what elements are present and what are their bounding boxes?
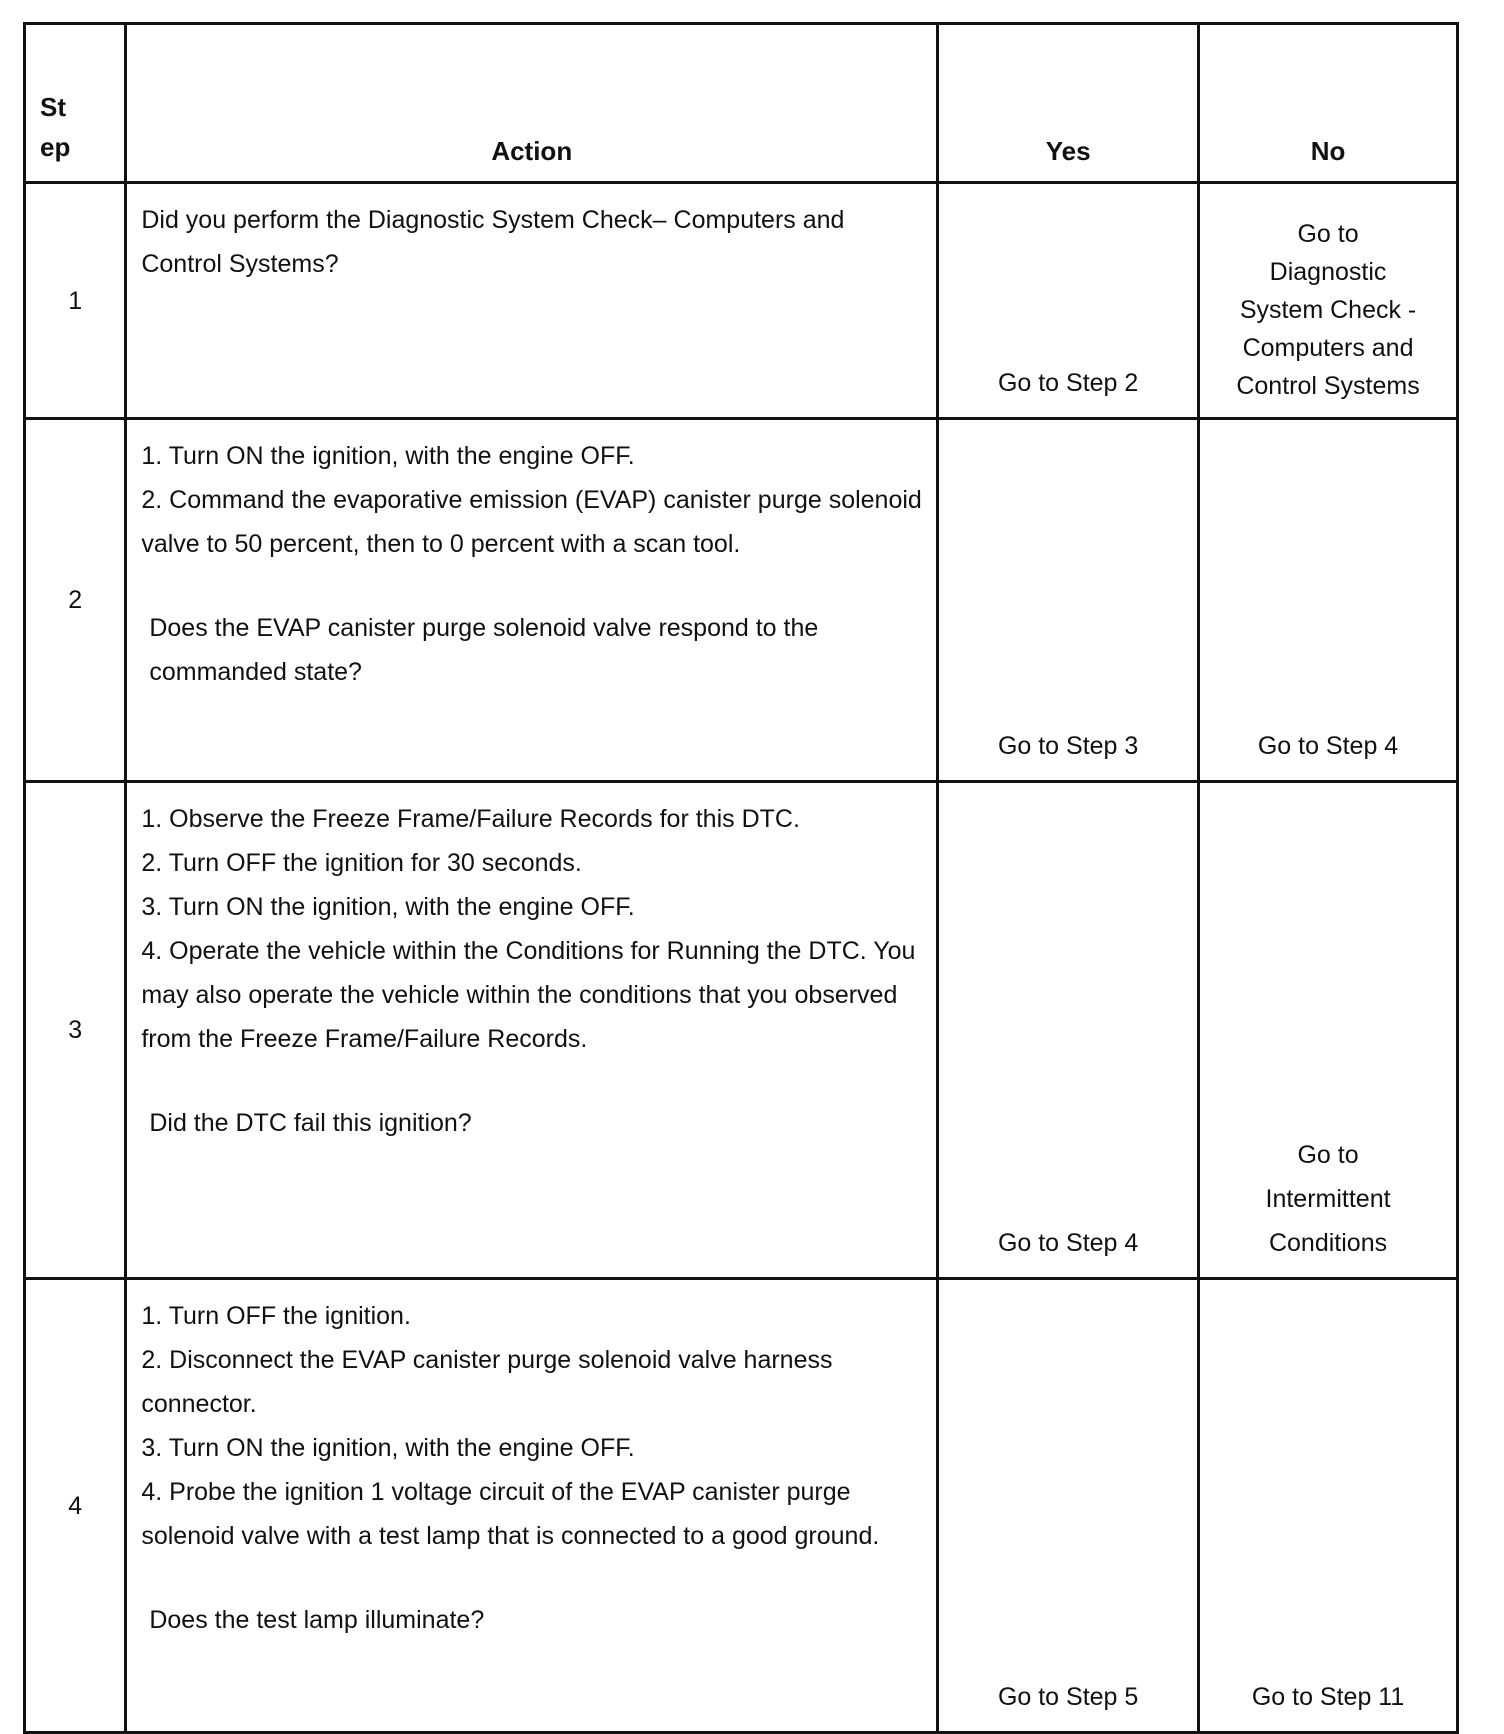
no-line: Go to xyxy=(1297,220,1359,248)
action-line: 2. Disconnect the EVAP canister purge solenoid valve harness connector. xyxy=(141,1346,833,1418)
step-number: 2 xyxy=(25,419,126,782)
action-line: 2. Command the evaporative emission (EVAP) canister purge solenoid valve to 50 percent, then to 0 percent with a scan tool. xyxy=(141,486,922,558)
action-cell xyxy=(126,782,938,1279)
no-line: Control Systems xyxy=(1236,372,1420,400)
no-line: System Check - xyxy=(1239,296,1417,324)
no-line: Go to Step 4 xyxy=(1257,732,1399,760)
no-line: Computers and xyxy=(1242,334,1414,362)
no-cell xyxy=(1199,183,1458,419)
yes-cell: Go to Step 4 xyxy=(938,782,1199,1279)
action-line: 1. Observe the Freeze Frame/Failure Records for this DTC. xyxy=(141,805,800,833)
header-no: No xyxy=(1199,24,1458,183)
header-step xyxy=(25,24,126,183)
action-cell xyxy=(126,419,938,782)
diagnostic-table xyxy=(23,22,1459,1734)
action-cell xyxy=(126,183,938,419)
header-action: Action xyxy=(126,24,938,183)
table-row xyxy=(25,419,1458,782)
no-line: Go to Step 11 xyxy=(1251,1683,1405,1711)
header-yes: Yes xyxy=(938,24,1199,183)
no-cell xyxy=(1199,782,1458,1279)
action-line: 3. Turn ON the ignition, with the engine OFF. xyxy=(141,893,635,921)
header-step-line2: ep xyxy=(40,132,71,162)
yes-cell: Go to Step 5 xyxy=(938,1279,1199,1733)
no-line: Intermittent xyxy=(1265,1185,1391,1213)
action-question: Did the DTC fail this ignition? xyxy=(149,1109,472,1137)
yes-cell: Go to Step 3 xyxy=(938,419,1199,782)
table-row xyxy=(25,782,1458,1279)
action-cell xyxy=(126,1279,938,1733)
yes-cell: Go to Step 2 xyxy=(938,183,1199,419)
step-number: 4 xyxy=(25,1279,126,1733)
no-line: Conditions xyxy=(1268,1229,1388,1257)
action-line: 4. Probe the ignition 1 voltage circuit of the EVAP canister purge solenoid valve with a test lamp that is connected to a good ground. xyxy=(141,1478,880,1550)
step-number: 3 xyxy=(25,782,126,1279)
table-row xyxy=(25,183,1458,419)
action-line: 2. Turn OFF the ignition for 30 seconds. xyxy=(141,849,582,877)
header-row xyxy=(25,24,1458,183)
step-number: 1 xyxy=(25,183,126,419)
action-question: Does the EVAP canister purge solenoid valve respond to the commanded state? xyxy=(149,614,819,686)
action-line: 3. Turn ON the ignition, with the engine OFF. xyxy=(141,1434,635,1462)
header-step-line1: St xyxy=(40,92,66,122)
no-line: Go to xyxy=(1297,1141,1359,1169)
table-row xyxy=(25,1279,1458,1733)
no-cell xyxy=(1199,1279,1458,1733)
action-line: 1. Turn ON the ignition, with the engine OFF. xyxy=(141,442,635,470)
action-line: 1. Turn OFF the ignition. xyxy=(141,1302,411,1330)
action-line: Did you perform the Diagnostic System Check– Computers and Control Systems? xyxy=(141,206,845,278)
action-question: Does the test lamp illuminate? xyxy=(149,1606,485,1634)
no-cell xyxy=(1199,419,1458,782)
action-line: 4. Operate the vehicle within the Conditions for Running the DTC. You may also operate the vehicle within the conditions that you observed from the Freeze Frame/Failure Records. xyxy=(141,937,916,1053)
no-line: Diagnostic xyxy=(1269,258,1387,286)
